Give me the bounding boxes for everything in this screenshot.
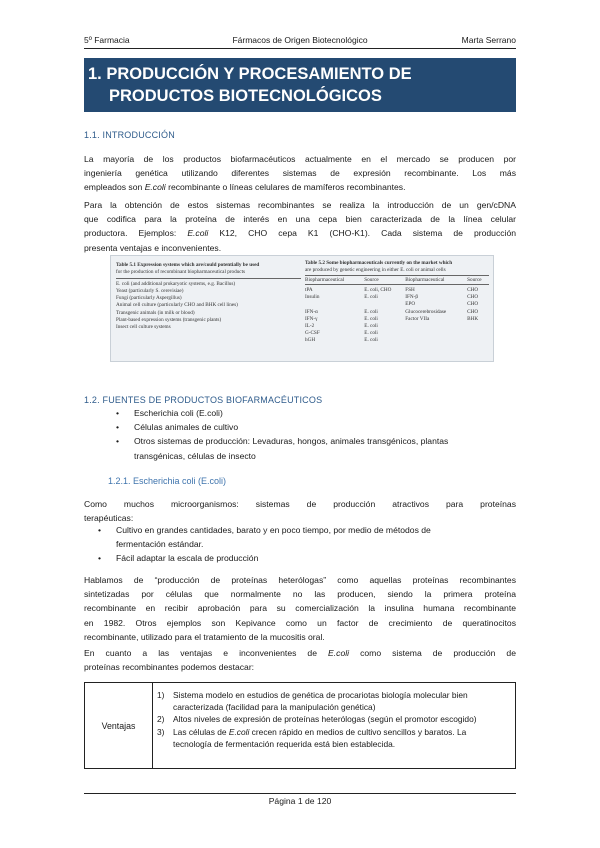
- table-cell: Insulin: [305, 294, 320, 301]
- table-cell: E. coli: [364, 336, 378, 343]
- footer-rule: [84, 793, 516, 794]
- text-line: Para la obtención de estos sistemas recombinantes se realiza la introducción de un gen/cDNA: [84, 200, 516, 210]
- running-header: [84, 35, 516, 47]
- advantage-item: [157, 713, 507, 725]
- italic-term: E.coli: [187, 228, 209, 239]
- text-line: ingeniería genética utilizando diferentes sistemas de expresión recombinante. Los más: [84, 168, 516, 179]
- item-number: 2): [157, 714, 165, 725]
- column-header: Source: [364, 277, 379, 284]
- text-run: K12, CHO cepa K1 (CHO-K1). Cada sistema de producción: [208, 228, 517, 239]
- list-item: • Escherichia coli (E.coli): [110, 406, 516, 420]
- text-run: En cuanto a las ventajas e inconvenientes de: [84, 648, 329, 658]
- text-run: productora. Ejemplos:: [84, 228, 188, 239]
- header-rule: [84, 48, 516, 49]
- table-cell: CHO: [467, 301, 479, 308]
- text-line: recombinante, utilizado para el tratamiento de la mucositis oral.: [84, 631, 325, 642]
- sources-list: [110, 406, 516, 463]
- table-5-1-caption: Table 5.1 Expression systems which are/could potentially be used: [116, 262, 260, 268]
- table-row: [305, 323, 489, 330]
- list-item: [92, 523, 516, 551]
- text-line: La mayoría de los productos biofarmacéuticos actualmente en el mercado se producen por: [84, 154, 516, 164]
- table-cell: FSH: [405, 287, 415, 294]
- table-row: [305, 316, 489, 323]
- table-cell: [405, 337, 467, 344]
- text-line: en 1982. Otros ejemplos son Kepivance como un factor de crecimiento de queratinocitos: [84, 617, 516, 628]
- table-cell: Glucocerebrosidase: [405, 308, 447, 315]
- text-line: [84, 180, 516, 194]
- column-header: Biopharmaceutical: [405, 277, 445, 284]
- table-5-1: [116, 262, 301, 331]
- item-text: tecnología de fermentación requerida está bien establecida.: [173, 738, 396, 749]
- item-text: Sistema modelo en estudios de genética de procariotas biología molecular bien: [173, 690, 468, 700]
- table-cell: IFN-β: [405, 294, 419, 301]
- text-run: recombinante o líneas celulares de mamíferos recombinantes.: [165, 182, 406, 193]
- text-line: [84, 226, 516, 240]
- table-5-1-item: Transgenic animals (in milk or blood): [116, 309, 195, 316]
- table-cell: Factor VIIa: [405, 315, 430, 322]
- item-text: Altos niveles de expresión de proteínas heterólogas (según el promotor escogido): [173, 714, 477, 725]
- italic-term: E.coli: [144, 182, 166, 193]
- text-line: presenta ventajas e inconvenientes.: [84, 242, 222, 253]
- table-cell: G-CSF: [305, 329, 320, 336]
- table-cell: E. coli: [364, 315, 378, 322]
- text-line: Hablamos de “producción de proteínas heterólogas” como aquellas proteínas recombinantes: [84, 575, 516, 585]
- table-cell: E. coli: [364, 294, 378, 301]
- column-header: Biopharmaceutical: [305, 277, 345, 284]
- list-item-text: fermentación estándar.: [116, 539, 204, 550]
- table-cell: EPO: [405, 301, 416, 308]
- item-text: crecen rápido en medios de cultivo sencillos y baratos. La: [249, 726, 467, 737]
- table-cell: E. coli: [364, 329, 378, 336]
- table-row: [305, 309, 489, 316]
- table-5-1-caption-2: for the production of recombinant biopharmaceutical products: [116, 269, 246, 276]
- table-5-2-caption: Table 5.2 Some biopharmaceuticals currently on the market which: [305, 260, 453, 266]
- intro-paragraph: [84, 152, 516, 195]
- section-heading-introduccion: 1.1. INTRODUCCIÓN: [84, 130, 175, 140]
- subsection-heading-ecoli: 1.2.1. Escherichia coli (E.coli): [108, 476, 227, 486]
- table-cell: CHO: [467, 308, 479, 315]
- table-cell: IL-2: [305, 322, 315, 329]
- item-text: caracterizada (facilidad para la manipulación genética): [173, 702, 376, 713]
- header-course: 5º Farmacia: [84, 35, 130, 45]
- table-cell: hGH: [305, 336, 316, 343]
- divider: [116, 278, 301, 279]
- table-5-2-caption-2: are produced by genetic engineering in either E. coli or animal cells: [305, 267, 446, 274]
- table-cell: [405, 323, 467, 330]
- systems-paragraph: [84, 198, 516, 255]
- expression-systems-figure: [110, 255, 494, 362]
- table-cell: [305, 301, 364, 308]
- divider: [305, 275, 489, 276]
- advantages-table: [84, 682, 516, 769]
- table-cell: [467, 330, 489, 337]
- header-subject: Fármacos de Origen Biotecnológico: [232, 35, 368, 45]
- chapter-title: [84, 58, 516, 112]
- text-line: recombinante en recibir aprobación para su comercialización la insulina humana recombinante: [84, 603, 516, 614]
- text-line: sintetizadas por células que normalmente no las producen, siendo la primera proteína: [84, 589, 516, 600]
- table-5-2: [305, 260, 489, 344]
- table-5-1-item: Animal cell culture (particularly CHO and BHK cell lines): [116, 302, 238, 309]
- table-row: [305, 294, 489, 301]
- list-item-text: transgénicas, células de insecto: [134, 450, 256, 461]
- ecoli-intro: [84, 497, 516, 525]
- table-cell: [405, 330, 467, 337]
- item-number: 1): [157, 690, 165, 700]
- item-number: 3): [157, 726, 165, 737]
- table-5-1-item: Yeast (particularly S. cerevisiae): [116, 288, 184, 295]
- table-cell: [467, 323, 489, 330]
- table-5-1-item: Plant-based expression systems (transgenic plants): [116, 316, 222, 323]
- table-cell: CHO: [467, 287, 479, 294]
- advantage-item: [157, 689, 507, 713]
- chapter-title-line-2: PRODUCTOS BIOTECNOLÓGICOS: [109, 87, 382, 105]
- table-row: [305, 301, 489, 308]
- chapter-title-line-1: 1. PRODUCCIÓN Y PROCESAMIENTO DE: [88, 65, 412, 83]
- table-cell: E. coli, CHO: [364, 287, 392, 294]
- list-item: • Células animales de cultivo: [110, 420, 516, 434]
- text-run: empleados son: [84, 182, 145, 193]
- table-cell: E. coli: [364, 322, 378, 329]
- section-heading-fuentes: 1.2. FUENTES DE PRODUCTOS BIOFARMACÉUTICOS: [84, 395, 323, 405]
- text-line: Como muchos microorganismos: sistemas de producción atractivos para proteínas: [84, 499, 516, 509]
- table-5-2-grid: [305, 277, 489, 344]
- table-row: [305, 330, 489, 337]
- italic-term: E.coli: [328, 648, 350, 658]
- table-cell: tPA: [305, 287, 313, 294]
- heterologous-paragraph: [84, 573, 516, 644]
- text-line: que codifica para la proteína de interés en una cepa bien caracterizada de la línea celular: [84, 214, 516, 225]
- table-row: [305, 287, 489, 294]
- list-item: [110, 434, 516, 462]
- list-item-text: Otros sistemas de producción: Levaduras, hongos, animales transgénicos, plantas: [134, 436, 449, 447]
- table-cell: IFN-α: [305, 308, 318, 315]
- table-5-1-item: Insect cell culture systems: [116, 323, 171, 330]
- header-author: Marta Serrano: [461, 35, 516, 45]
- table-cell: BHK: [467, 315, 479, 322]
- item-text: Las células de: [173, 726, 229, 737]
- list-item: • Fácil adaptar la escala de producción: [92, 551, 516, 565]
- page-number: Página 1 de 120: [268, 796, 332, 806]
- text-line: proteínas recombinantes podemos destacar:: [84, 662, 255, 673]
- table-5-1-item: Fungi (particularly Aspergillus): [116, 295, 182, 302]
- column-header: Source: [467, 277, 482, 284]
- table-cell: [467, 337, 489, 344]
- pros-cons-paragraph: [84, 646, 516, 674]
- list-item-text: Cultivo en grandes cantidades, barato y en poco tiempo, por medio de métodos de: [116, 525, 431, 535]
- text-line: [84, 646, 516, 660]
- text-line: terapéuticas:: [84, 513, 134, 524]
- italic-term: E.coli: [228, 726, 250, 737]
- table-cell: IFN-γ: [305, 315, 318, 322]
- table-cell: E. coli: [364, 308, 378, 315]
- table-row: [305, 337, 489, 344]
- advantages-items: [157, 689, 507, 750]
- table-cell: [364, 301, 405, 308]
- text-run: como sistema de producción de: [349, 648, 516, 658]
- ecoli-advantages-list: [92, 523, 516, 566]
- advantages-label: Ventajas: [85, 683, 153, 768]
- table-cell: CHO: [467, 294, 479, 301]
- table-header-row: [305, 277, 489, 285]
- table-5-1-item: E. coli (and additional prokaryotic systems, e.g. Bacillus): [116, 281, 236, 288]
- advantage-item: [157, 726, 507, 750]
